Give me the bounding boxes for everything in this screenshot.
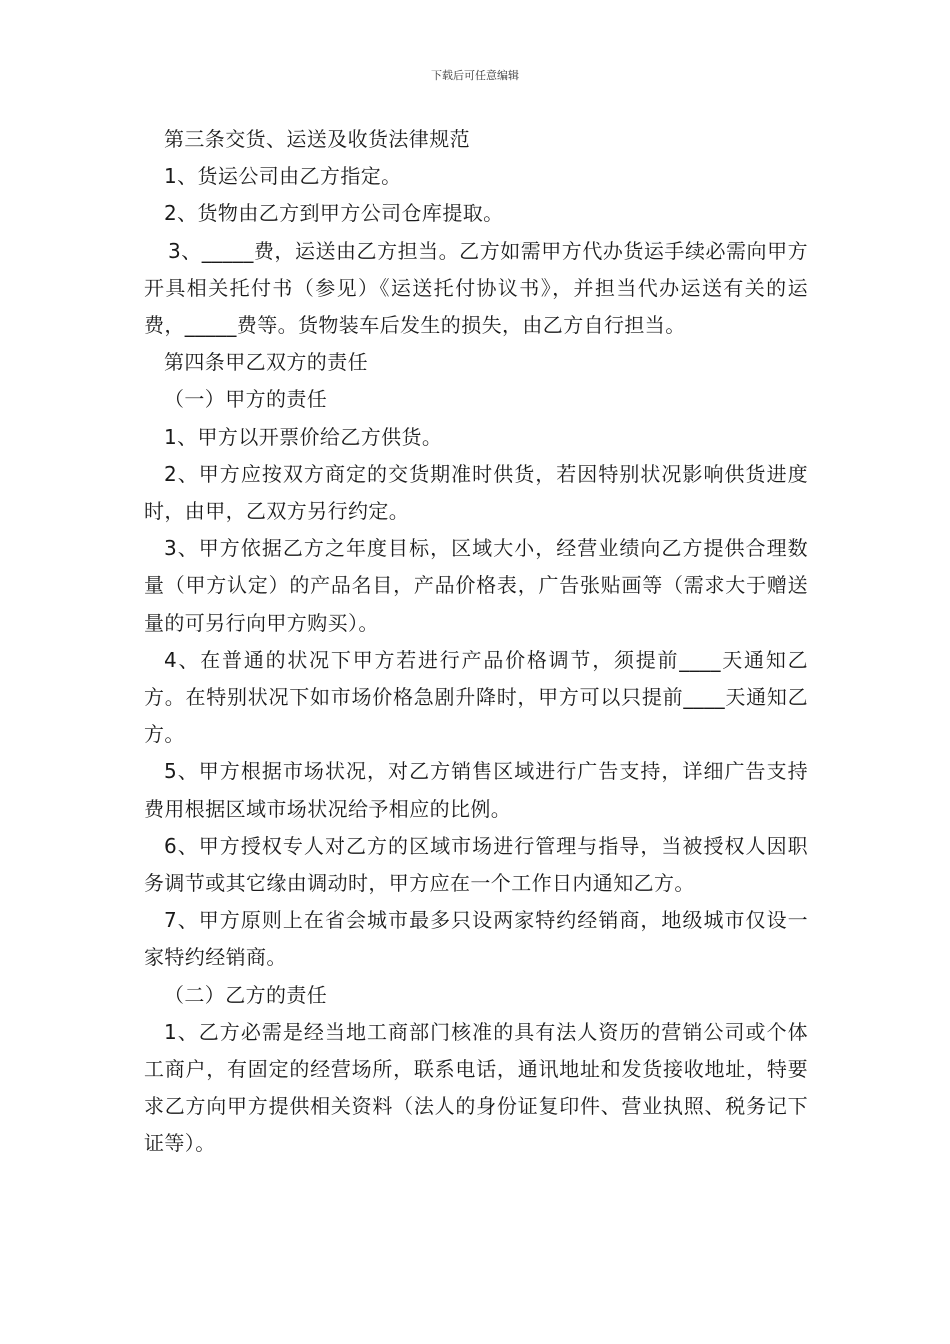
section-heading: 第三条交货、运送及收货法律规范 (164, 127, 470, 151)
paragraph: 7、甲方原则上在省会城市最多只设两家特约经销商，地级城市仅设一家特约经销商。 (144, 908, 808, 970)
paragraph: 3、甲方依据乙方之年度目标，区域大小，经营业绩向乙方提供合理数量（甲方认定）的产品名目，产品价格表，广告张贴画等（需求大于赠送量的可另行向甲方购买）。 (144, 536, 808, 635)
subsection-heading: （二）乙方的责任 (164, 982, 328, 1007)
paragraph: 1、货运公司由乙方指定。 (164, 164, 402, 189)
paragraph: 4、在普通的状况下甲方若进行产品价格调节，须提前____天通知乙方。在特别状况下如市场价格急剧升降时，甲方可以只提前____天通知乙方。 (144, 647, 808, 747)
paragraph: 1、乙方必需是经当地工商部门核准的具有法人资历的营销公司或个体工商户，有固定的经营场所，联系电话，通讯地址和发货接收地址，特要求乙方向甲方提供相关资料（法人的身份证复印件、营业执照、税务记下证等）。 (144, 1019, 808, 1156)
document-body (144, 121, 808, 1163)
section-heading: 第四条甲乙双方的责任 (164, 350, 368, 375)
paragraph: 1、甲方以开票价给乙方供货。 (164, 424, 443, 449)
paragraph: 5、甲方根据市场状况，对乙方销售区域进行广告支持，详细广告支持费用根据区域市场状况给予相应的比例。 (144, 759, 808, 821)
page-header-note: 下载后可任意编辑 (431, 69, 519, 82)
paragraph: 3、_____费，运送由乙方担当。乙方如需甲方代办货运手续必需向甲方开具相关托付书（参见）《运送托付协议书》，并担当代办运送有关的运费，_____费等。货物装车后发生的损失，由乙方自行担当。 (144, 238, 808, 338)
paragraph: 2、货物由乙方到甲方公司仓库提取。 (164, 201, 504, 226)
paragraph: 6、甲方授权专人对乙方的区域市场进行管理与指导，当被授权人因职务调节或其它缘由调动时，甲方应在一个工作日内通知乙方。 (144, 833, 808, 896)
subsection-heading: （一）甲方的责任 (164, 387, 328, 412)
paragraph: 2、甲方应按双方商定的交货期准时供货，若因特别状况影响供货进度时，由甲，乙双方另行约定。 (144, 461, 808, 524)
